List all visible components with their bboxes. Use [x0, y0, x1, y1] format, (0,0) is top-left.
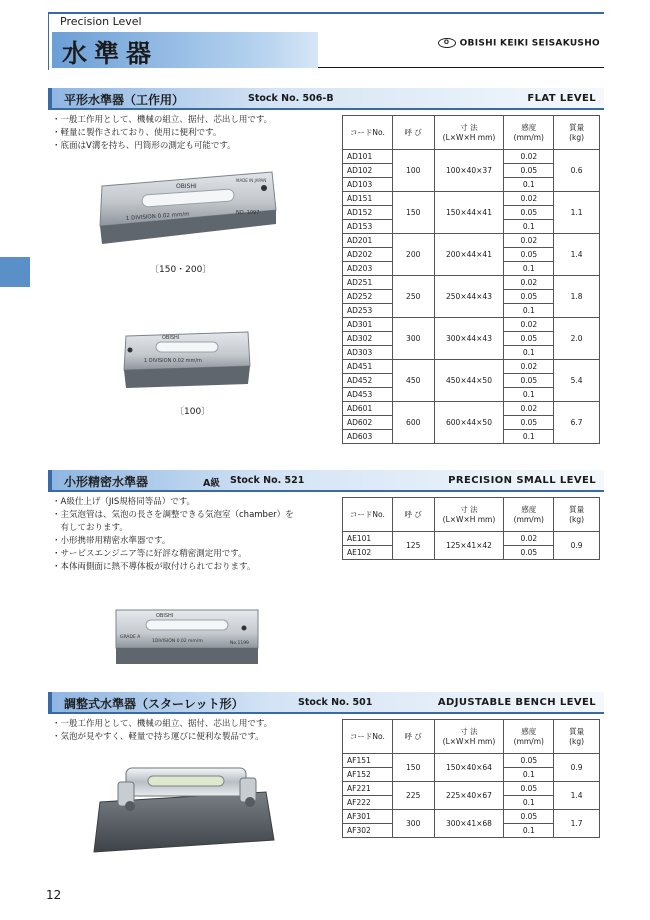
code-cell: AD153: [343, 220, 393, 234]
nominal-cell: 600: [392, 402, 434, 444]
col-code: コードNo.: [343, 498, 393, 532]
code-cell: AD301: [343, 318, 393, 332]
photo-caption: 〔150・200〕: [150, 265, 212, 275]
sens-label: 感度: [521, 726, 537, 736]
level-brand-text: OBISHI: [156, 613, 174, 619]
code-cell: AE102: [343, 546, 393, 560]
sens-unit: (mm/m): [513, 132, 544, 142]
flat-level-100-photo: [122, 326, 252, 392]
col-mass: [554, 498, 600, 532]
company-logo-icon: O: [438, 38, 456, 48]
code-cell: AE101: [343, 532, 393, 546]
col-sensitivity: [504, 116, 554, 150]
sensitivity-cell: 0.1: [504, 178, 554, 192]
mass-unit: (kg): [569, 132, 585, 142]
table-row: [343, 782, 600, 796]
dims-cell: 300×44×43: [434, 318, 504, 360]
section-title: 小形精密水準器: [64, 475, 149, 489]
feature-item: ・一般工作用として、機械の組立、据付、芯出し用です。: [52, 719, 273, 729]
col-sensitivity: [504, 720, 554, 754]
table-row: [343, 276, 600, 290]
nominal-cell: 150: [392, 754, 434, 782]
nominal-cell: 200: [392, 234, 434, 276]
mass-cell: 2.0: [554, 318, 600, 360]
table-header-row: [343, 720, 600, 754]
feature-list: [52, 114, 272, 153]
feature-item: ・本体両側面に熱不導体板が取付けられております。: [52, 562, 256, 572]
feature-list: [52, 496, 294, 574]
table-row: [343, 532, 600, 546]
col-dims: [434, 116, 504, 150]
feature-item: ・一般工作用として、機械の組立、据付、芯出し用です。: [52, 115, 273, 125]
sens-label: 感度: [521, 504, 537, 514]
feature-item: ・底面はV溝を持ち、円筒形の測定も可能です。: [52, 141, 236, 151]
code-cell: AF302: [343, 824, 393, 838]
dims-cell: 200×44×41: [434, 234, 504, 276]
sensitivity-cell: 0.02: [504, 276, 554, 290]
table-body: [343, 150, 600, 444]
adjustable-level-spec-table: [342, 719, 600, 838]
sensitivity-cell: 0.02: [504, 234, 554, 248]
table-row: [343, 234, 600, 248]
sensitivity-cell: 0.05: [504, 754, 554, 768]
col-code: コードNo.: [343, 116, 393, 150]
sensitivity-cell: 0.1: [504, 430, 554, 444]
table-row: [343, 192, 600, 206]
section-english-title: PRECISION SMALL LEVEL: [448, 475, 596, 486]
code-cell: AF222: [343, 796, 393, 810]
code-cell: AD451: [343, 360, 393, 374]
mass-cell: 6.7: [554, 402, 600, 444]
col-sensitivity: [504, 498, 554, 532]
level-brand-text: OBISHI: [176, 183, 197, 190]
section-precision-level-header: [48, 470, 604, 492]
code-cell: AD202: [343, 248, 393, 262]
sensitivity-cell: 0.05: [504, 290, 554, 304]
code-cell: AD251: [343, 276, 393, 290]
dims-cell: 450×44×50: [434, 360, 504, 402]
sensitivity-cell: 0.1: [504, 796, 554, 810]
nominal-cell: 250: [392, 276, 434, 318]
feature-item: ・サービスエンジニア等に好評な精密測定用です。: [52, 549, 247, 559]
col-name: 呼 び: [392, 720, 434, 754]
code-cell: AF152: [343, 768, 393, 782]
table-row: [343, 318, 600, 332]
dims-unit: (L×W×H mm): [442, 514, 496, 524]
mass-label: 質量: [569, 726, 585, 736]
table-body: [343, 754, 600, 838]
header-rule: [318, 67, 604, 68]
code-cell: AF151: [343, 754, 393, 768]
code-cell: AD101: [343, 150, 393, 164]
feature-item: ・軽量に製作されており、使用に便利です。: [52, 128, 222, 138]
sensitivity-cell: 0.05: [504, 248, 554, 262]
col-mass: [554, 720, 600, 754]
level-division-text: 1 DIVISION 0.02 mm/m: [144, 358, 202, 364]
mass-cell: 5.4: [554, 360, 600, 402]
table-row: [343, 402, 600, 416]
stock-number: Stock No. 506-B: [248, 93, 334, 104]
mass-unit: (kg): [569, 736, 585, 746]
level-brand-text: OBISHI: [162, 335, 180, 341]
code-cell: AF301: [343, 810, 393, 824]
code-cell: AD152: [343, 206, 393, 220]
sensitivity-cell: 0.02: [504, 402, 554, 416]
mass-cell: 1.1: [554, 192, 600, 234]
photo-caption: 〔100〕: [175, 407, 211, 417]
col-code: コードNo.: [343, 720, 393, 754]
level-grade-text: GRADE A: [120, 635, 141, 640]
table-row: [343, 810, 600, 824]
nominal-cell: 300: [392, 318, 434, 360]
nominal-cell: 450: [392, 360, 434, 402]
nominal-cell: 300: [392, 810, 434, 838]
code-cell: AD252: [343, 290, 393, 304]
precision-level-spec-table: [342, 497, 600, 560]
code-cell: AD603: [343, 430, 393, 444]
feature-item: ・小形携帯用精密水準器です。: [52, 536, 171, 546]
level-division-text: 1 DIVISION 0.02 mm/m: [125, 211, 190, 222]
code-cell: AD203: [343, 262, 393, 276]
table-body: [343, 532, 600, 560]
code-cell: AD602: [343, 416, 393, 430]
section-title: 調整式水準器（スターレット形）: [64, 697, 244, 711]
table-row: [343, 754, 600, 768]
sensitivity-cell: 0.1: [504, 824, 554, 838]
code-cell: AD151: [343, 192, 393, 206]
company-name-text: OBISHI KEIKI SEISAKUSHO: [459, 38, 600, 49]
table-header-row: [343, 116, 600, 150]
grade-label: A級: [203, 478, 220, 489]
sensitivity-cell: 0.05: [504, 782, 554, 796]
sensitivity-cell: 0.02: [504, 318, 554, 332]
mass-label: 質量: [569, 122, 585, 132]
sensitivity-cell: 0.05: [504, 374, 554, 388]
adjustable-level-photo: [90, 762, 276, 856]
sensitivity-cell: 0.1: [504, 768, 554, 782]
table-header-row: [343, 498, 600, 532]
sensitivity-cell: 0.05: [504, 546, 554, 560]
col-dims: [434, 720, 504, 754]
code-cell: AD102: [343, 164, 393, 178]
page-number: 12: [46, 888, 62, 902]
category-label: Precision Level: [60, 15, 142, 28]
dims-cell: 250×44×43: [434, 276, 504, 318]
dims-cell: 225×40×67: [434, 782, 504, 810]
section-adjustable-level-header: [48, 692, 604, 714]
code-cell: AD601: [343, 402, 393, 416]
sensitivity-cell: 0.02: [504, 192, 554, 206]
mass-cell: 1.4: [554, 782, 600, 810]
feature-item: 有しております。: [52, 523, 128, 533]
mass-unit: (kg): [569, 514, 585, 524]
level-serial-text: NO. 1097: [236, 210, 260, 216]
mass-cell: 1.4: [554, 234, 600, 276]
mass-label: 質量: [569, 504, 585, 514]
code-cell: AD303: [343, 346, 393, 360]
nominal-cell: 150: [392, 192, 434, 234]
dims-label: 寸 法: [460, 122, 478, 132]
stock-number: Stock No. 501: [298, 697, 373, 708]
code-cell: AD302: [343, 332, 393, 346]
feature-item: ・A級仕上げ（JIS規格同等品）です。: [52, 497, 196, 507]
level-division-text: 1DIVISION 0.02 mm/m: [152, 639, 203, 644]
col-name: 呼 び: [392, 116, 434, 150]
nominal-cell: 225: [392, 782, 434, 810]
dims-cell: 150×44×41: [434, 192, 504, 234]
sens-unit: (mm/m): [513, 514, 544, 524]
sensitivity-cell: 0.1: [504, 388, 554, 402]
code-cell: AD103: [343, 178, 393, 192]
dims-cell: 125×41×42: [434, 532, 504, 560]
flat-level-150-photo: [96, 168, 278, 248]
nominal-cell: 100: [392, 150, 434, 192]
table-row: [343, 360, 600, 374]
mass-cell: 0.9: [554, 532, 600, 560]
dims-label: 寸 法: [460, 726, 478, 736]
code-cell: AF221: [343, 782, 393, 796]
sens-label: 感度: [521, 122, 537, 132]
col-name: 呼 び: [392, 498, 434, 532]
feature-item: ・主気泡管は、気泡の長さを調整できる気泡室（chamber）を: [52, 510, 294, 520]
page-title: 水準器: [62, 39, 159, 68]
dims-cell: 300×41×68: [434, 810, 504, 838]
section-flat-level-header: [48, 88, 604, 110]
col-mass: [554, 116, 600, 150]
section-title: 平形水準器（工作用）: [64, 93, 185, 107]
col-dims: [434, 498, 504, 532]
section-english-title: ADJUSTABLE BENCH LEVEL: [437, 697, 596, 708]
sensitivity-cell: 0.02: [504, 360, 554, 374]
flat-level-spec-table: [342, 115, 600, 444]
sensitivity-cell: 0.1: [504, 304, 554, 318]
table-row: [343, 150, 600, 164]
mass-cell: 0.9: [554, 754, 600, 782]
code-cell: AD453: [343, 388, 393, 402]
side-index-tab: [0, 257, 30, 287]
section-english-title: FLAT LEVEL: [527, 93, 596, 104]
feature-list: [52, 718, 272, 744]
sensitivity-cell: 0.05: [504, 810, 554, 824]
dims-unit: (L×W×H mm): [442, 132, 496, 142]
nominal-cell: 125: [392, 532, 434, 560]
dims-cell: 150×40×64: [434, 754, 504, 782]
code-cell: AD201: [343, 234, 393, 248]
sensitivity-cell: 0.1: [504, 220, 554, 234]
mass-cell: 1.8: [554, 276, 600, 318]
sensitivity-cell: 0.05: [504, 416, 554, 430]
precision-level-photo: [112, 606, 262, 670]
sensitivity-cell: 0.05: [504, 206, 554, 220]
dims-label: 寸 法: [460, 504, 478, 514]
level-made-text: MADE IN JAPAN: [236, 178, 267, 183]
sensitivity-cell: 0.05: [504, 164, 554, 178]
mass-cell: 1.7: [554, 810, 600, 838]
code-cell: AD452: [343, 374, 393, 388]
sensitivity-cell: 0.05: [504, 332, 554, 346]
dims-unit: (L×W×H mm): [442, 736, 496, 746]
sensitivity-cell: 0.1: [504, 262, 554, 276]
mass-cell: 0.6: [554, 150, 600, 192]
company-name: [438, 38, 600, 49]
stock-number: Stock No. 521: [230, 475, 305, 486]
sensitivity-cell: 0.02: [504, 532, 554, 546]
code-cell: AD253: [343, 304, 393, 318]
sensitivity-cell: 0.1: [504, 346, 554, 360]
sensitivity-cell: 0.02: [504, 150, 554, 164]
sens-unit: (mm/m): [513, 736, 544, 746]
dims-cell: 100×40×37: [434, 150, 504, 192]
level-serial-text: No.1199: [230, 641, 249, 646]
dims-cell: 600×44×50: [434, 402, 504, 444]
feature-item: ・気泡が見やすく、軽量で持ち運びに便利な製品です。: [52, 732, 264, 742]
